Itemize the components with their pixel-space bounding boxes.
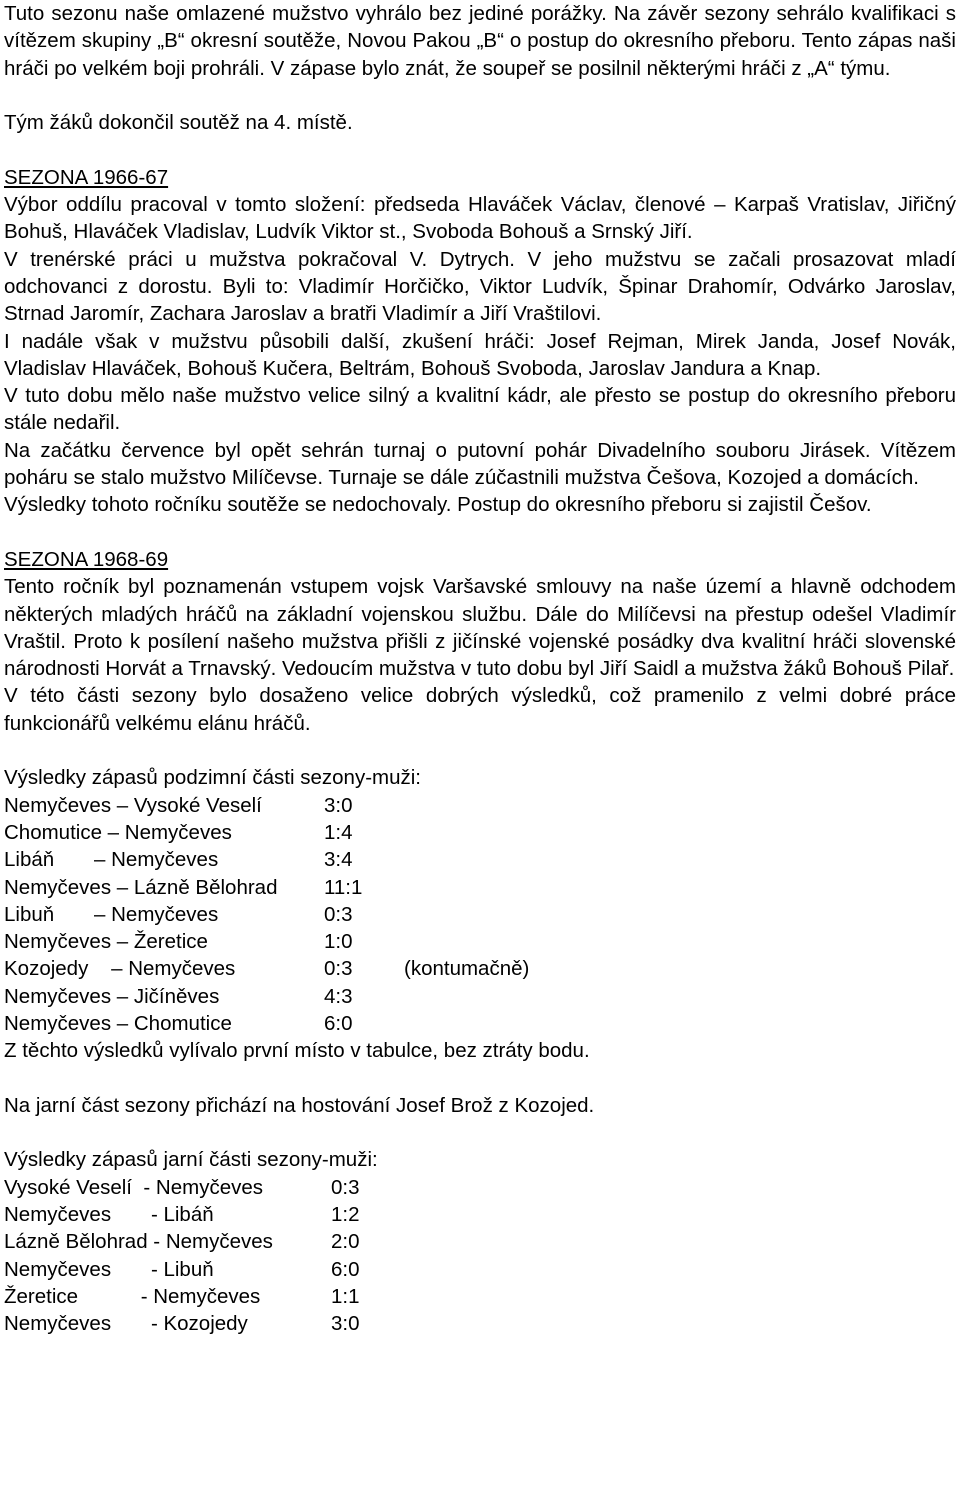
match-score: 1:1: [331, 1284, 360, 1308]
result-row: [4, 1010, 956, 1037]
match-score: 1:2: [331, 1203, 360, 1227]
season-1968-heading: SEZONA 1968-69: [4, 547, 169, 571]
match-teams: Nemyčeves – Jičíněves: [4, 984, 220, 1008]
result-row: [4, 1201, 956, 1228]
match-score: 6:0: [331, 1257, 360, 1281]
result-row: [4, 955, 956, 982]
match-teams: Chomutice – Nemyčeves: [4, 820, 232, 844]
spacer: [4, 82, 956, 109]
spring-results-list: [4, 1174, 956, 1338]
match-score: 11:1: [324, 875, 363, 899]
result-row: [4, 983, 956, 1010]
result-row: [4, 792, 956, 819]
season-1966-paragraph: V tuto dobu mělo naše mužstvo velice silný a kvalitní kádr, ale přesto se postup do okresního přeboru stále nedařil.: [4, 384, 956, 435]
match-teams: Nemyčeves – Chomutice: [4, 1011, 232, 1035]
result-row: [4, 901, 956, 928]
season-1966-heading: SEZONA 1966-67: [4, 165, 169, 189]
result-row: [4, 1174, 956, 1201]
match-score: 4:3: [324, 984, 353, 1008]
autumn-results-list: [4, 792, 956, 1038]
spacer: [4, 1119, 956, 1146]
match-teams: Nemyčeves – Vysoké Veselí: [4, 793, 262, 817]
autumn-summary: Z těchto výsledků vylívalo první místo v tabulce, bez ztráty bodu.: [4, 1039, 590, 1063]
result-row: [4, 928, 956, 955]
result-row: [4, 1310, 956, 1337]
spacer: [4, 1065, 956, 1092]
season-1966-paragraph: Výbor oddílu pracoval v tomto složení: předseda Hlaváček Václav, členové – Karpaš Vratislav, Jiřičný Bohuš, Hlaváček Vladislav, Ludvík Viktor st., Svoboda Bohouš a Srnský Jiří.: [4, 193, 956, 244]
document-page: [4, 0, 956, 1338]
spring-results-title: Výsledky zápasů jarní části sezony-muži:: [4, 1148, 378, 1172]
match-teams: Nemyčeves - Kozojedy: [4, 1312, 248, 1336]
match-teams: Žeretice - Nemyčeves: [4, 1284, 261, 1308]
spring-transfer-note: Na jarní část sezony přichází na hostování Josef Brož z Kozojed.: [4, 1093, 595, 1117]
match-note: (kontumačně): [404, 957, 530, 981]
season-1966-paragraph: Výsledky tohoto ročníku soutěže se nedochovaly. Postup do okresního přeboru si zajistil Češov.: [4, 493, 872, 517]
match-score: 0:3: [331, 1175, 360, 1199]
autumn-results-title: Výsledky zápasů podzimní části sezony-muži:: [4, 766, 422, 790]
spacer: [4, 737, 956, 764]
result-row: [4, 1283, 956, 1310]
match-score: 3:0: [331, 1312, 360, 1336]
match-teams: Vysoké Veselí - Nemyčeves: [4, 1175, 264, 1199]
match-score: 3:0: [324, 793, 353, 817]
result-row: [4, 1256, 956, 1283]
season-1968-paragraph: V této části sezony bylo dosaženo velice dobrých výsledků, což pramenilo z velmi dobré práce funkcionářů velkému elánu hráčů.: [4, 684, 956, 735]
result-row: [4, 1228, 956, 1255]
match-teams: Kozojedy – Nemyčeves: [4, 957, 236, 981]
season-1966-paragraph: I nadále však v mužstvu působili další, zkušení hráči: Josef Rejman, Mirek Janda, Josef Novák, Vladislav Hlaváček, Bohouš Kučera, Beltrám, Bohouš Svoboda, Jaroslav Jandura a Knap.: [4, 329, 956, 380]
match-score: 0:3: [324, 957, 353, 981]
match-score: 3:4: [324, 848, 353, 872]
result-row: [4, 846, 956, 873]
match-score: 1:4: [324, 820, 353, 844]
match-teams: Nemyčeves – Lázně Bělohrad: [4, 875, 278, 899]
match-teams: Nemyčeves - Libáň: [4, 1203, 214, 1227]
match-teams: Lázně Bělohrad - Nemyčeves: [4, 1230, 273, 1254]
match-teams: Libáň – Nemyčeves: [4, 848, 219, 872]
spacer: [4, 519, 956, 546]
intro-paragraph: Tuto sezonu naše omlazené mužstvo vyhrálo bez jediné porážky. Na závěr sezony sehrálo kvalifikaci s vítězem skupiny „B“ okresní soutěže, Novou Pakou „B“ o postup do okresního přeboru. Tento zápas naši hráči po velkém boji prohráli. V zápase bylo znát, že soupeř se posilnil některými hráči z „A“ týmu.: [4, 2, 956, 80]
result-row: [4, 819, 956, 846]
result-row: [4, 874, 956, 901]
spacer: [4, 136, 956, 163]
match-score: 1:0: [324, 930, 353, 954]
season-1966-paragraph: V trenérské práci u mužstva pokračoval V. Dytrych. V jeho mužstvu se začali prosazovat mladí odchovanci z dorostu. Byli to: Vladimír Horčičko, Viktor Ludvík, Špinar Drahomír, Odvárko Jaroslav, Strnad Jaromír, Zachara Jaroslav a bratři Vladimír a Jiří Vraštilovi.: [4, 247, 956, 326]
match-score: 2:0: [331, 1230, 360, 1254]
season-1966-paragraph: Na začátku července byl opět sehrán turnaj o putovní pohár Divadelního souboru Jirásek. Vítězem poháru se stalo mužstvo Milíčevse. Turnaje se dále zúčastnili mužstva Češova, Kozojed a domácích.: [4, 438, 956, 490]
match-teams: Libuň – Nemyčeves: [4, 902, 219, 926]
match-score: 0:3: [324, 902, 353, 926]
match-score: 6:0: [324, 1011, 353, 1035]
season-1968-paragraph: Tento ročník byl poznamenán vstupem vojsk Varšavské smlouvy na naše území a hlavně odchodem některých mladých hráčů na základní vojenskou službu. Dále do Milíčevsi na přestup odešel Vladimír Vraštil. Proto k posílení našeho mužstva přišli z jičínské vojenské posádky dva kvalitní hráči slovenské národnosti Horvát a Trnavský. Vedoucím mužstva v tuto dobu byl Jiří Saidl a mužstva žáků Bohouš Pilař.: [4, 575, 956, 681]
match-teams: Nemyčeves – Žeretice: [4, 930, 208, 954]
intro-paragraph-pupils: Tým žáků dokončil soutěž na 4. místě.: [4, 111, 353, 135]
match-teams: Nemyčeves - Libuň: [4, 1257, 214, 1281]
